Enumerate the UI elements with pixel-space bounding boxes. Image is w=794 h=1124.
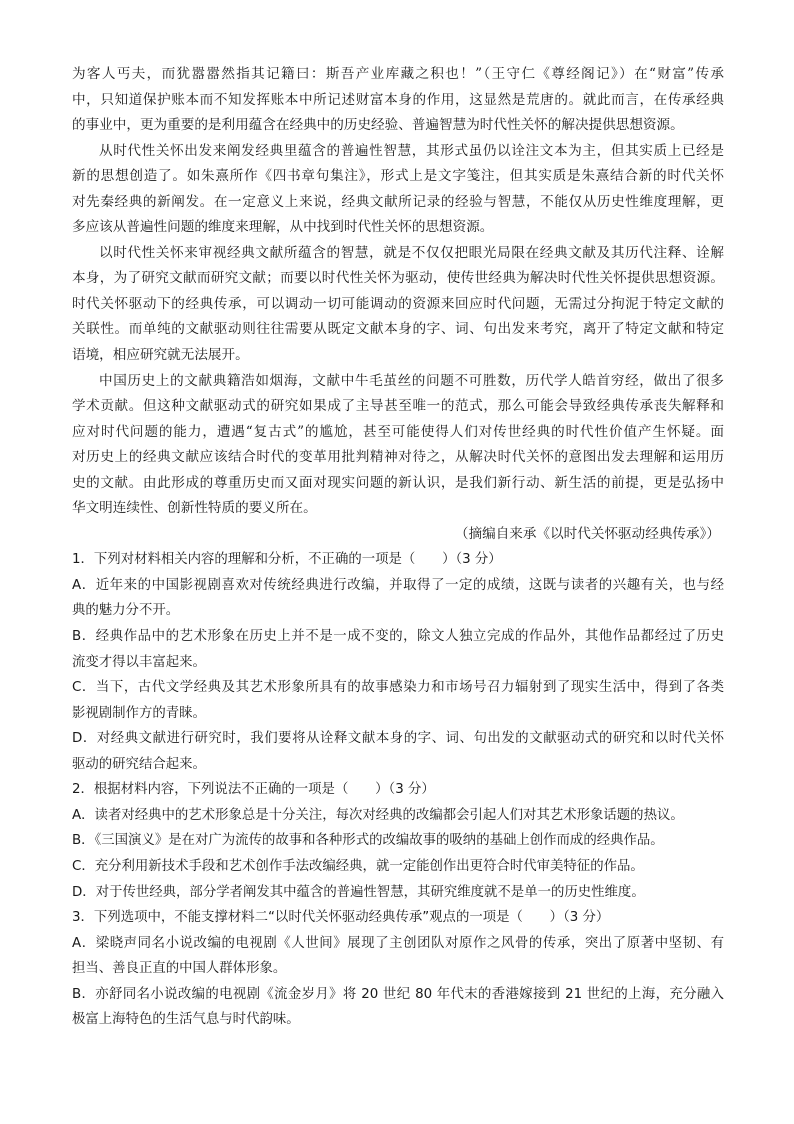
option-line: C．当下，古代文学经典及其艺术形象所具有的故事感染力和市场号召力辐射到了现实生活中，得到了各类 <box>72 680 724 696</box>
passage <box>72 62 724 547</box>
option-line: A．近年来的中国影视剧喜欢对传统经典进行改编，并取得了一定的成绩，这既与读者的兴趣有关，也与经 <box>72 577 724 593</box>
option-line: D．对于传世经典，部分学者阐发其中蕴含的普遍性智慧，其研究维度就不是单一的历史性维度。 <box>72 884 645 900</box>
option-line: 典的魅力分不开。 <box>72 603 180 619</box>
passage-line: 应对时代问题的能力，遭遇“复古式”的尴尬，甚至可能使得人们对传世经典的时代性价值产生怀疑。面 <box>72 423 724 440</box>
passage-line: 学术贡献。但这种文献驱动式的研究如果成了主导甚至唯一的范式，那么可能会导致经典传承丧失解释和 <box>72 398 724 415</box>
questions <box>72 547 724 1032</box>
option-line: B．亦舒同名小说改编的电视剧《流金岁月》将 20 世纪 80 年代末的香港嫁接到 21 世纪的上海，充分融入 <box>72 986 724 1002</box>
paragraph-start: 从时代性关怀出发来阐发经典里蕴含的普遍性智慧，其形式虽仍以诠注文本为主，但其实质上已经是 <box>99 142 724 159</box>
option-line: C．充分利用新技术手段和艺术创作手法改编经典，就一定能创作出更符合时代审美特征的作品。 <box>72 858 644 874</box>
passage-line: 语境，相应研究就无法展开。 <box>72 347 249 364</box>
option-line: 影视剧制作方的青睐。 <box>72 705 206 721</box>
question-1-stem: 1．下列对材料相关内容的理解和分析，不正确的一项是（ ）（3 分） <box>72 552 502 568</box>
option-line: D．对经典文献进行研究时，我们要将从诠释文献本身的字、词、句出发的文献驱动式的研究和以时代关怀 <box>72 731 724 747</box>
passage-line: 为客人丐夫，而犹嚣嚣然指其记籍曰：斯吾产业库藏之积也！”（王守仁《尊经阁记》）在“财富”传承 <box>72 66 724 82</box>
passage-line: 新的思想创造了。如朱熹所作《四书章句集注》，形式上是文字笺注，但其实质是朱熹结合新的时代关怀 <box>72 168 724 185</box>
passage-line: 多应该从普遍性问题的维度来理解，从中找到时代性关怀的思想资源。 <box>72 219 494 236</box>
paragraph-start: 以时代性关怀来审视经典文献所蕴含的智慧，就是不仅仅把眼光局限在经典文献及其历代注释、诠解 <box>99 244 724 261</box>
question-2-stem: 2．根据材料内容，下列说法不正确的一项是（ ）（3 分） <box>72 782 435 798</box>
option-line: B．《三国演义》是在对广为流传的故事和各种形式的改编故事的吸纳的基础上创作而成的经典作品。 <box>72 833 664 849</box>
paragraph-start: 中国历史上的文献典籍浩如烟海，文献中牛毛茧丝的问题不可胜数，历代学人皓首穷经，做出了很多 <box>99 372 724 389</box>
option-line: A．梁晓声同名小说改编的电视剧《人世间》展现了主创团队对原作之风骨的传承，突出了原著中坚韧、有 <box>72 935 724 951</box>
source-citation: （摘编自来承《以时代关怀驱动经典传承》） <box>454 525 720 542</box>
passage-line: 对先秦经典的新阐发。在一定意义上来说，经典文献所记录的经验与智慧，不能仅从历史性维度理解，更 <box>72 193 724 210</box>
option-line: 流变才得以丰富起来。 <box>72 654 206 670</box>
passage-line: 中，只知道保护账本而不知发挥账本中所记述财富本身的作用，这显然是荒唐的。就此而言，在传承经典 <box>72 91 724 108</box>
option-line: 担当、善良正直的中国人群体形象。 <box>72 961 287 977</box>
option-line: 驱动的研究结合起来。 <box>72 756 206 772</box>
passage-line: 史的文献。由此形成的尊重历史而又面对现实问题的新认识，是我们新行动、新生活的前提，更是弘扬中 <box>72 474 724 491</box>
passage-line: 华文明连续性、创新性特质的要义所在。 <box>72 500 317 517</box>
passage-line: 时代关怀驱动下的经典传承，可以调动一切可能调动的资源来回应时代问题，无需过分拘泥于特定文献的 <box>72 295 724 312</box>
passage-line: 的事业中，更为重要的是利用蕴含在经典中的历史经验、普遍智慧为时代性关怀的解决提供思想资源。 <box>72 117 684 134</box>
passage-line: 本身，为了研究文献而研究文献；而要以时代性关怀为驱动，使传世经典为解决时代性关怀提供思想资源。 <box>72 270 724 287</box>
option-line: A．读者对经典中的艺术形象总是十分关注，每次对经典的改编都会引起人们对其艺术形象话题的热议。 <box>72 807 684 823</box>
question-3-stem: 3．下列选项中，不能支撑材料二“以时代关怀驱动经典传承”观点的一项是（ ）（3 分） <box>72 910 610 926</box>
option-line: 极富上海特色的生活气息与时代韵味。 <box>72 1012 300 1028</box>
passage-line: 关联性。而单纯的文献驱动则往往需要从既定文献本身的字、词、句出发来考究，离开了特定文献和特定 <box>72 321 724 338</box>
option-line: B．经典作品中的艺术形象在历史上并不是一成不变的，除文人独立完成的作品外，其他作品都经过了历史 <box>72 629 724 645</box>
passage-line: 对历史上的经典文献应该结合时代的变革用批判精神对待之，从解决时代关怀的意图出发去理解和运用历 <box>72 449 724 466</box>
